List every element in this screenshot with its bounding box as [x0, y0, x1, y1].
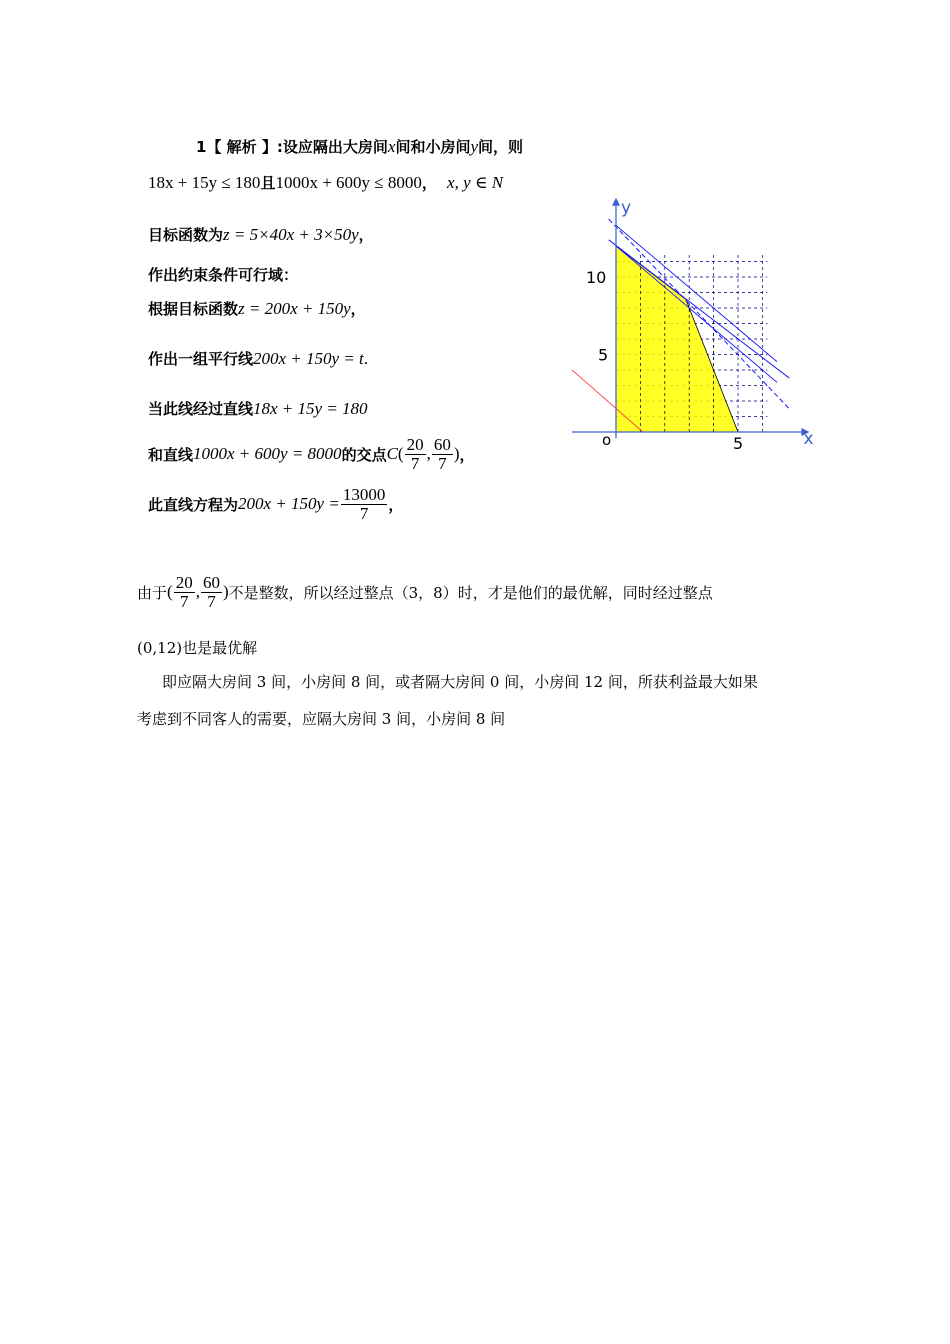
objective-line: 目标函数为z = 5×40x + 3×50y，: [148, 225, 374, 244]
y-axis-label: y: [621, 198, 632, 218]
solution-heading: 1【 解析 】:设应隔出大房间x间和小房间y间，则: [196, 137, 524, 156]
constraint-2: 1000x + 600y ≤ 8000: [275, 173, 422, 192]
analysis-label: 【 解析 】:: [206, 138, 283, 156]
constraint-2-expr: 1000x + 600y = 8000: [193, 444, 342, 464]
constraint-1: 18x + 15y ≤ 180: [148, 173, 261, 192]
through-expr: 18x + 15y = 180: [253, 399, 368, 418]
conclusion-fraction-x: $\frac{20}{7}$: [175, 573, 193, 611]
objective-expr: z = 5×40x + 3×50y: [223, 225, 359, 244]
constraints-line: 18x + 15y ≤ 180且1000x + 600y ≤ 8000， x, y ∈ N: [148, 173, 504, 192]
y-tick-10: 10: [586, 268, 607, 287]
objective-simplified: z = 200x + 150y: [238, 299, 351, 318]
intersection-line: 和直线 1000x + 600y = 8000 的交点 C ( $\frac{20}{7}$ , $\frac{60}{7}$ ) ，: [148, 435, 475, 473]
origin-label: o: [602, 431, 612, 449]
feasible-region-graph: [566, 196, 814, 454]
fraction-x: $\frac{20}{7}$: [406, 435, 424, 473]
based-on-line: 根据目标函数z = 200x + 150y，: [148, 299, 366, 318]
parallel-lines-text: 作出一组平行线200x + 150y = t.: [148, 349, 369, 368]
y-axis-arrow: [612, 198, 620, 206]
line-equation: 此直线方程为 200x + 150y = $\frac{13000}{7}$ ，: [148, 485, 404, 523]
feasible-region-text: 作出约束条件可行域：: [148, 266, 299, 284]
problem-number: 1: [196, 138, 207, 156]
answer-line-1: 即应隔大房间 3 间，小房间 8 间，或者隔大房间 0 间，小房间 12 间，所获利益最大如果: [162, 673, 758, 691]
conclusion-line-2: (0,12)也是最优解: [137, 639, 258, 657]
x-axis-label: x: [803, 429, 814, 449]
conclusion-line-1: 由于 ( $\frac{20}{7}$ , $\frac{60}{7}$ ) 不是整数，所以经过整点（3，8）时，才是他们的最优解，同时经过整点: [137, 573, 713, 611]
answer-line-2: 考虑到不同客人的需要，应隔大房间 3 间，小房间 8 间: [137, 710, 506, 728]
y-tick-5: 5: [598, 345, 609, 365]
variable-domain: x, y ∈ N: [447, 173, 504, 192]
parallel-expr: 200x + 150y = t: [253, 349, 364, 368]
line-eq-expr: 200x + 150y =: [238, 494, 340, 514]
fraction-t: $\frac{13000}{7}$: [342, 485, 386, 523]
fraction-y: $\frac{60}{7}$: [433, 435, 451, 473]
conclusion-fraction-y: $\frac{60}{7}$: [202, 573, 220, 611]
x-tick-5: 5: [733, 434, 744, 453]
through-line-text: 当此线经过直线18x + 15y = 180: [148, 399, 368, 418]
point-label: C: [386, 444, 398, 464]
